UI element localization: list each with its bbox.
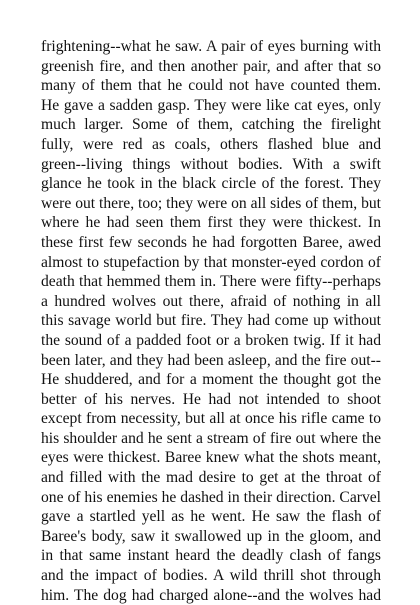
text-line: except from necessity, but all at once his rifle came to <box>41 410 381 428</box>
body-text <box>41 37 381 605</box>
text-line: where he had seen them first they were thickest. In <box>41 214 381 232</box>
text-line: greenish fire, and then another pair, and after that so <box>41 57 381 75</box>
text-line: eyes were thickest. Baree knew what the shots meant, <box>41 449 381 467</box>
text-line: glance he took in the black circle of the forest. They <box>41 175 381 193</box>
text-line: death that hemmed them in. There were fifty--perhaps <box>41 273 381 291</box>
text-line: in that same instant heard the deadly clash of fangs <box>41 547 381 565</box>
text-line: the sound of a padded foot or a broken twig. If it had <box>41 331 381 349</box>
text-line: him. The dog had charged alone--and the wolves had <box>41 586 381 604</box>
text-line: gave a startled yell as he went. He saw the flash of <box>41 508 381 526</box>
text-line: and the impact of bodies. A wild thrill shot through <box>41 567 381 585</box>
text-line: and filled with the mad desire to get at the throat of <box>41 469 381 487</box>
text-line: frightening--what he saw. A pair of eyes burning with <box>41 38 381 55</box>
text-line: almost to stupefaction by that monster-eyed cordon of <box>41 253 381 271</box>
text-line: He shuddered, and for a moment the thought got the <box>41 371 381 389</box>
text-line: his shoulder and he sent a stream of fire out where the <box>41 429 381 447</box>
text-line: these first few seconds he had forgotten Baree, awed <box>41 233 381 251</box>
text-line: much larger. Some of them, catching the firelight <box>41 116 381 134</box>
text-line: fully, were red as coals, others flashed blue and <box>41 135 381 153</box>
text-line: were out there, too; they were on all sides of them, but <box>41 194 381 212</box>
text-line: a hundred wolves out there, afraid of nothing in all <box>41 292 381 310</box>
text-line: many of them that he could not have counted them. <box>41 77 381 95</box>
text-line: better of his nerves. He had not intended to shoot <box>41 390 381 408</box>
text-line: this savage world but fire. They had come up without <box>41 312 381 330</box>
text-line: green--living things without bodies. With a swift <box>41 155 381 173</box>
text-line: He gave a sadden gasp. They were like cat eyes, only <box>41 96 381 114</box>
text-line: one of his enemies he dashed in their direction. Carvel <box>41 488 381 506</box>
text-line: been later, and they had been asleep, and the fire out-- <box>41 351 381 369</box>
text-line: Baree's body, saw it swallowed up in the gloom, and <box>41 527 381 545</box>
